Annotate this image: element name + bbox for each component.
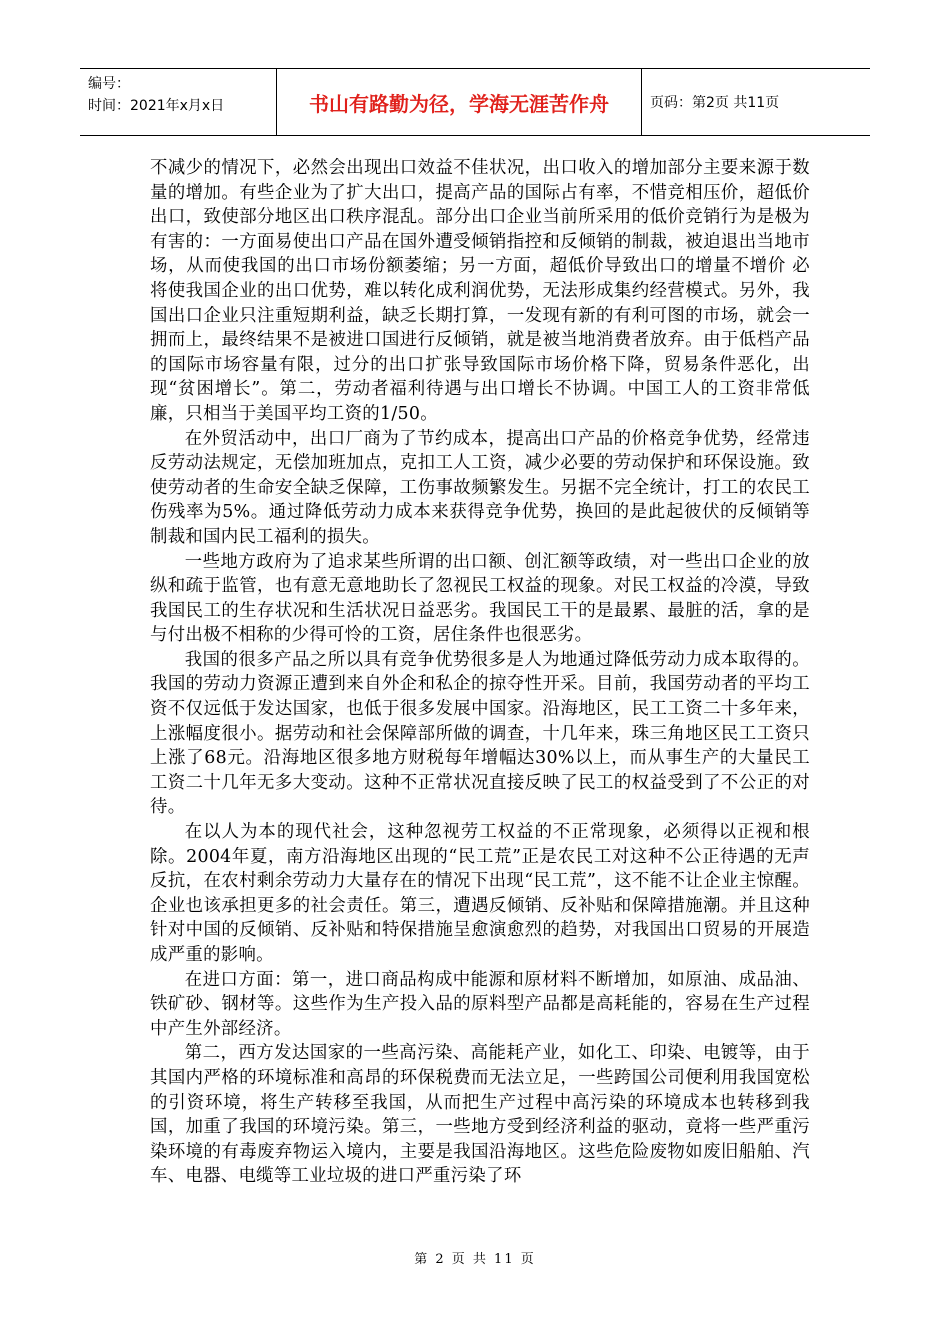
page-footer: 第 2 页 共 11 页 xyxy=(414,1252,536,1267)
header-meta xyxy=(80,69,276,135)
document-time-label: 时间：2021年x月x日 xyxy=(88,98,225,114)
header-page-info: 页码：第2页 共11页 xyxy=(650,95,780,111)
paragraph: 在以人为本的现代社会，这种忽视劳工权益的不正常现象，必须得以正视和根除。2004年夏，南方沿海地区出现的“民工荒”正是农民工对这种不公正待遇的无声反抗，在农村剩余劳动力大量存在的情况下出现“民工荒”，这不能不让企业主惊醒。企业也该承担更多的社会责任。第三，遭遇反倾销、反补贴和保障措施潮。并且这种针对中国的反倾销、反补贴和特保措施呈愈演愈烈的趋势，对我国出口贸易的开展造成严重的影响。 xyxy=(150,822,810,965)
document-body xyxy=(150,156,810,1189)
paragraph: 我国的很多产品之所以具有竞争优势很多是人为地通过降低劳动力成本取得的。我国的劳动力资源正遭到来自外企和私企的掠夺性开采。目前，我国劳动者的平均工资不仅远低于发达国家，也低于很多发展中国家。沿海地区，民工工资二十多年来，上涨幅度很小。据劳动和社会保障部所做的调查，十几年来，珠三角地区民工工资只上涨了68元。沿海地区很多地方财税每年增幅达30%以上，而从事生产的大量民工工资二十几年无多大变动。这种不正常状况直接反映了民工的权益受到了不公正的对待。 xyxy=(150,649,810,818)
paragraph: 第二，西方发达国家的一些高污染、高能耗产业，如化工、印染、电镀等，由于其国内严格的环境标准和高昂的环保税费而无法立足，一些跨国公司便利用我国宽松的引资环境，将生产转移至我国，从而把生产过程中高污染的环境成本也转移到我国，加重了我国的环境污染。第三，一些地方受到经济利益的驱动，竟将一些严重污染环境的有毒废弃物运入境内，主要是我国沿海地区。这些危险废物如废旧船舶、汽车、电器、电缆等工业垃圾的进口严重污染了环 xyxy=(150,1043,810,1187)
paragraph: 一些地方政府为了追求某些所谓的出口额、创汇额等政绩，对一些出口企业的放纵和疏于监管，也有意无意地助长了忽视民工权益的现象。对民工权益的冷漠，导致我国民工的生存状况和生活状况日益恶劣。我国民工干的是最累、最脏的活，拿的是与付出极不相称的少得可怜的工资，居住条件也很恶劣。 xyxy=(150,551,810,646)
paragraph: 在进口方面：第一，进口商品构成中能源和原材料不断增加，如原油、成品油、铁矿砂、钢材等。这些作为生产投入品的原料型产品都是高耗能的，容易在生产过程中产生外部经济。 xyxy=(150,969,810,1039)
header-motto: 书山有路勤为径，学海无涯苦作舟 xyxy=(276,69,642,135)
paragraph: 在外贸活动中，出口厂商为了节约成本，提高出口产品的价格竞争优势，经常违反劳动法规定，无偿加班加点，克扣工人工资，减少必要的劳动保护和环保设施。致使劳动者的生命安全缺乏保障，工伤事故频繁发生。另据不完全统计，打工的农民工伤残率为5%。通过降低劳动力成本来获得竞争优势，换回的是此起彼伏的反倾销等制裁和国内民工福利的损失。 xyxy=(150,428,810,547)
document-number-label: 编号： xyxy=(88,76,130,92)
page-header xyxy=(80,68,870,136)
paragraph: 不减少的情况下，必然会出现出口效益不佳状况，出口收入的增加部分主要来源于数量的增加。有些企业为了扩大出口，提高产品的国际占有率，不惜竞相压价，超低价出口，致使部分地区出口秩序混乱。部分出口企业当前所采用的低价竞销行为是极为有害的：一方面易使出口产品在国外遭受倾销指控和反倾销的制裁，被迫退出当地市场，从而使我国的出口市场份额萎缩；另一方面，超低价导致出口的增量不增价 必将使我国企业的出口优势，难以转化成利润优势，无法形成集约经营模式。另外，我国出口企业只注重短期利益，缺乏长期打算，一发现有新的有利可图的市场，就会一拥而上，最终结果不是被进口国进行反倾销，就是被当地消费者放弃。由于低档产品的国际市场容量有限，过分的出口扩张导致国际市场价格下降，贸易条件恶化，出现“贫困增长”。第二，劳动者福利待遇与出口增长不协调。中国工人的工资非常低廉，只相当于美国平均工资的1/50。 xyxy=(150,158,810,424)
